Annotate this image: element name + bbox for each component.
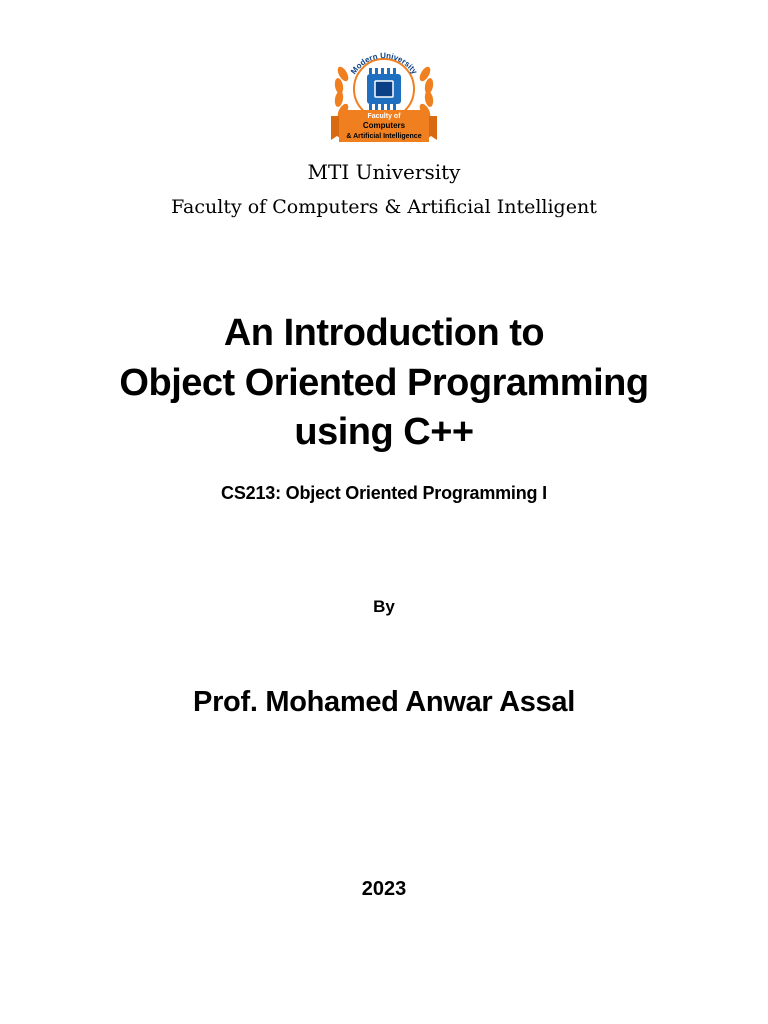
publication-year: 2023 (361, 878, 407, 900)
by-label: By (373, 597, 395, 616)
ribbon-line-2: Computers (362, 121, 406, 130)
chip-icon (367, 68, 401, 110)
course-subtitle: CS213: Object Oriented Programming I (221, 483, 547, 503)
university-name: MTI University (307, 160, 461, 184)
faculty-logo (329, 44, 439, 146)
title-line-1: An Introduction to (223, 312, 545, 354)
title-line-3: using C++ (294, 411, 474, 453)
title-line-2: Object Oriented Programming (119, 362, 649, 404)
ribbon-line-3: & Artificial Intelligence (346, 133, 422, 140)
faculty-name: Faculty of Computers & Artificial Intelligent (171, 196, 597, 218)
logo-arc-text: Modern University (349, 51, 420, 76)
ribbon-line-1: Faculty of (367, 113, 401, 120)
author-name: Prof. Mohamed Anwar Assal (193, 686, 575, 718)
